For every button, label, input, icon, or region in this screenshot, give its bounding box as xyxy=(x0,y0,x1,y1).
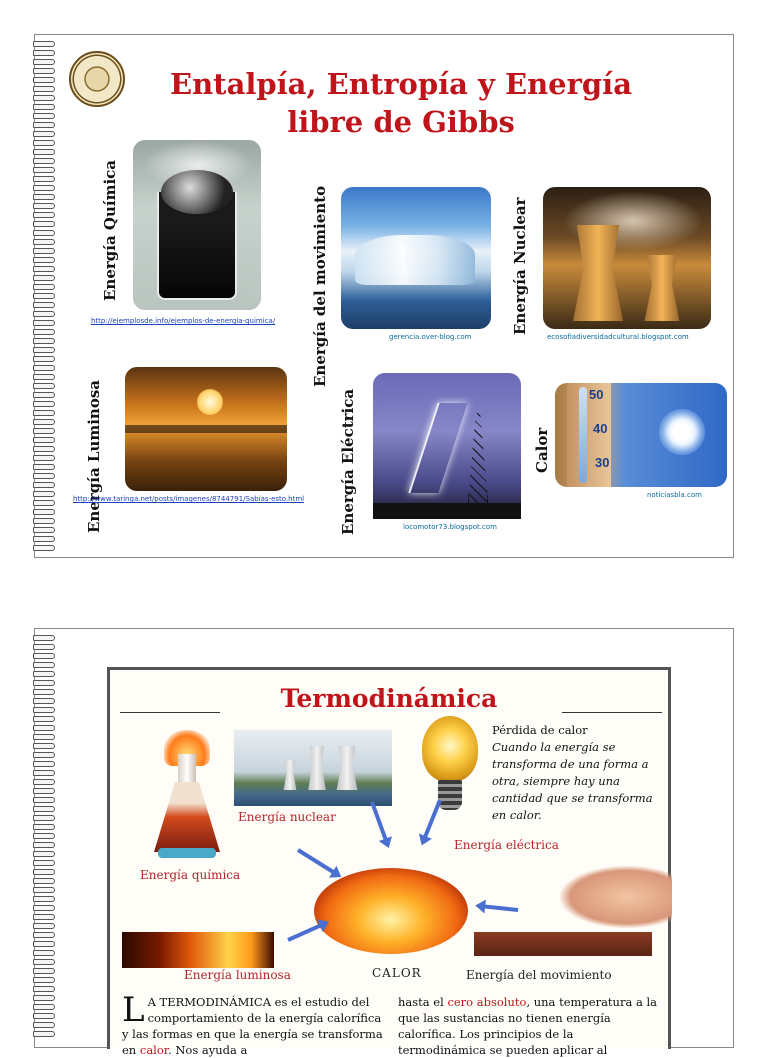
thermo-mark-50: 50 xyxy=(589,387,604,402)
photo-lightning-pylon xyxy=(373,373,521,519)
arrow-nuclear xyxy=(370,801,387,840)
col1-text-b: . Nos ayuda a xyxy=(168,1043,248,1057)
photo-waterfall xyxy=(341,187,491,329)
label-energia-electrica: Energía eléctrica xyxy=(454,838,559,852)
arrow-quimica xyxy=(297,848,335,874)
photo-cooling-towers xyxy=(543,187,711,329)
spiral-binding xyxy=(33,633,57,1047)
photo-beaker-chemical-reaction xyxy=(133,140,261,310)
title-line-2: libre de Gibbs xyxy=(287,105,515,139)
col1-text-a: A TERMODINÁMICA es el estudio del comportamiento de la energía calorífica y las formas en que la energía se transforma en xyxy=(122,995,383,1057)
slide-title xyxy=(131,65,671,141)
flask-flame-illustration xyxy=(148,730,226,860)
spiral-binding xyxy=(33,39,57,557)
hand-match-illustration xyxy=(560,866,672,928)
label-energia-nuclear: Energía nuclear xyxy=(238,810,336,824)
slide-energias xyxy=(34,34,734,558)
col2-text-b: , una temperatura a la que las sustancias no tienen energía calorífica. Los principios de la termodinámica se pueden aplicar al xyxy=(398,995,658,1057)
body-column-2 xyxy=(398,994,664,1058)
col1-highlight: calor xyxy=(139,1043,169,1057)
photo-thermometer-sun xyxy=(555,383,727,487)
nuclear-plant-illustration xyxy=(234,730,392,806)
panel-title: Termodinámica xyxy=(280,684,498,713)
arrow-luminosa xyxy=(287,924,322,942)
perdida-de-calor-box xyxy=(492,722,670,824)
col2-highlight: cero absoluto xyxy=(447,995,527,1009)
label-energia-electrica: Energía Eléctrica xyxy=(339,388,357,535)
perdida-text: Cuando la energía se transforma de una forma a otra, siempre hay una cantidad que se transforma en calor. xyxy=(492,740,653,822)
title-line-1: Entalpía, Entropía y Energía xyxy=(169,67,632,101)
col2-text-a: hasta el xyxy=(398,995,448,1009)
perdida-heading: Pérdida de calor xyxy=(492,723,588,737)
photo-sunset-sea xyxy=(125,367,287,491)
thermo-mark-40: 40 xyxy=(593,421,608,436)
caption-link-quimica[interactable]: http://ejemplosde.info/ejemplos-de-energia-quimica/ xyxy=(91,317,276,325)
label-energia-luminosa: Energía Luminosa xyxy=(85,379,103,533)
label-calor: Calor xyxy=(533,427,551,473)
university-seal-logo xyxy=(69,51,125,107)
termodinamica-panel xyxy=(107,667,671,1057)
slide-termodinamica xyxy=(34,628,734,1057)
label-calor: CALOR xyxy=(372,966,422,980)
wood-board-illustration xyxy=(474,932,652,956)
label-energia-movimiento: Energía del movimiento xyxy=(311,185,329,387)
arrow-movimiento xyxy=(484,904,518,912)
thermo-mark-30: 30 xyxy=(595,455,610,470)
caption-movimiento: gerencia.over-blog.com xyxy=(389,333,472,341)
caption-electrica: locomotor73.blogspot.com xyxy=(403,523,497,531)
label-energia-movimiento: Energía del movimiento xyxy=(466,968,612,982)
label-energia-luminosa: Energía luminosa xyxy=(184,968,291,982)
body-column-1 xyxy=(122,990,388,1058)
light-bulb-illustration xyxy=(422,716,478,824)
drop-cap: L xyxy=(122,990,145,1030)
label-energia-quimica: Energía química xyxy=(140,868,241,882)
caption-link-luminosa[interactable]: http://www.taringa.net/posts/imagenes/8744791/Sabias-esto.html xyxy=(73,495,305,503)
caption-calor: noticiasbla.com xyxy=(647,491,702,499)
label-energia-quimica: Energía Química xyxy=(101,159,119,301)
label-energia-nuclear: Energía Nuclear xyxy=(511,197,529,335)
caption-nuclear: ecosofiadiversidadcultural.blogspot.com xyxy=(547,333,689,341)
luminous-strip-illustration xyxy=(122,932,274,968)
